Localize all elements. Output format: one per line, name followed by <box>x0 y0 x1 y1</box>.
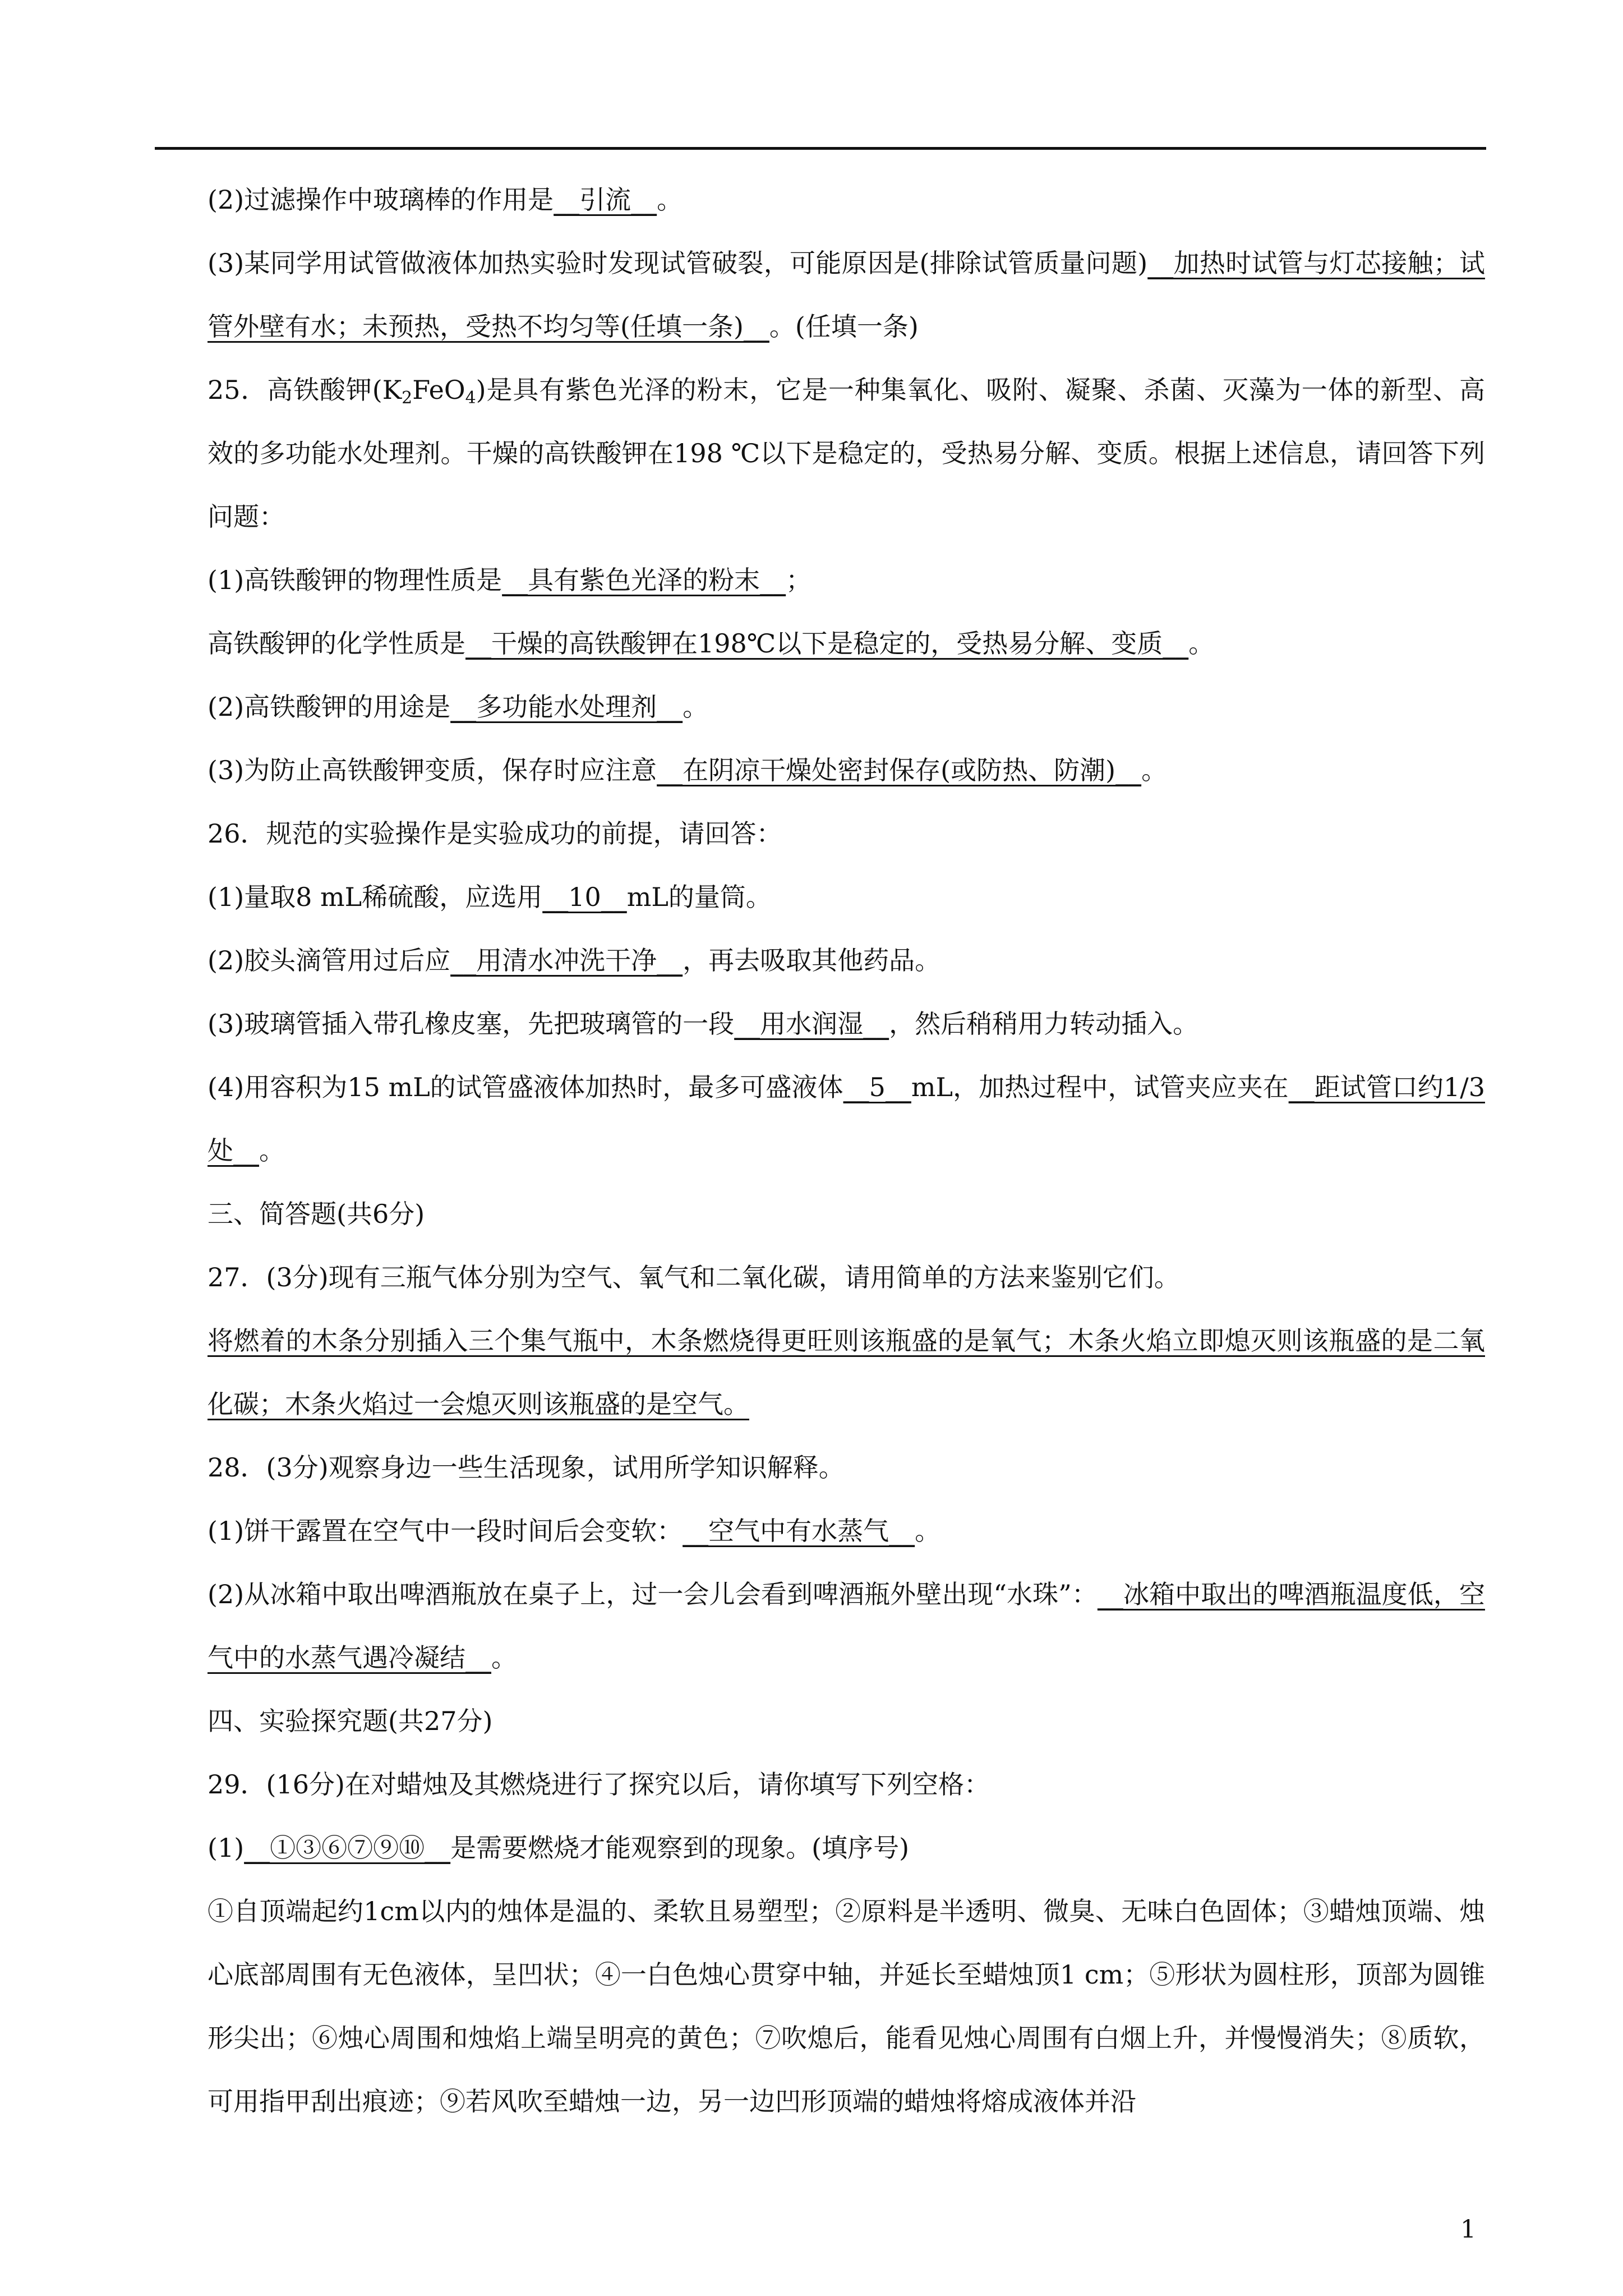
answer-blank: __空气中有水蒸气__ <box>683 1516 915 1546</box>
q29-options: ①自顶端起约1cm以内的烛体是温的、柔软且易塑型；②原料是半透明、微臭、无味白色固体；③蜡烛顶端、烛心底部周围有无色液体，呈凹状；④一白色烛心贯穿中轴，并延长至蜡烛顶1 cm；⑤形状为圆柱形，顶部为圆锥形尖出；⑥烛心周围和烛焰上端呈明亮的黄色；⑦吹熄后，能看见烛心周围有白烟上升，并慢慢消失；⑧质软，可用指甲刮出痕迹；⑨若风吹至蜡烛一边，另一边凹形顶端的蜡烛将熔成液体并沿 <box>208 1896 1485 2116</box>
answer-blank: 将燃着的木条分别插入三个集气瓶中，木条燃烧得更旺则该瓶盛的是氧气；木条火焰立即熄灭则该瓶盛的是二氧化碳；木条火焰过一会熄灭则该瓶盛的是空气。 <box>208 1326 1485 1419</box>
question-text: ，然后稍稍用力转动插入。 <box>889 1009 1199 1039</box>
q28-part1 <box>156 1499 1485 1563</box>
question-text: )是具有紫色光泽的粉末，它是一种集氧化、吸附、凝聚、杀菌、灭藻为一体的新型、高效的多功能水处理剂。干燥的高铁酸钾在198 ℃以下是稳定的，受热易分解、变质。根据上述信息，请回答下列问题： <box>208 375 1485 532</box>
q29-question: 29．(16分)在对蜡烛及其燃烧进行了探究以后，请你填写下列空格： <box>208 1769 990 1800</box>
q28-part2 <box>156 1563 1485 1690</box>
answer-blank: __用清水冲洗干净__ <box>450 945 683 976</box>
question-text: 是需要燃烧才能观察到的现象。(填序号) <box>450 1833 910 1863</box>
question-text: (2)从冰箱中取出啤酒瓶放在桌子上，过一会儿会看到啤酒瓶外壁出现“水珠”： <box>208 1579 1098 1609</box>
q25-part1-physical <box>156 549 1485 612</box>
q27-answer <box>156 1309 1485 1436</box>
question-text: (1)高铁酸钾的物理性质是 <box>208 565 502 595</box>
question-text: (2)高铁酸钾的用途是 <box>208 692 451 722</box>
q26-part4 <box>156 1056 1485 1182</box>
document-body <box>156 168 1485 2133</box>
subscript: 4 <box>465 388 476 408</box>
question-text: 高铁酸钾的化学性质是 <box>208 628 465 659</box>
page-number: 1 <box>1460 2215 1476 2244</box>
q24-part3 <box>156 232 1485 358</box>
q26-intro: 26．规范的实验操作是实验成功的前提，请回答： <box>208 818 782 849</box>
answer-blank: __距试管口约1/3处__ <box>208 1072 1486 1166</box>
q26-part1 <box>156 866 1485 929</box>
question-text: ； <box>786 565 812 595</box>
answer-blank: __干燥的高铁酸钾在198℃以下是稳定的，受热易分解、变质__ <box>465 628 1189 659</box>
answer-blank: __①③⑥⑦⑨⑩__ <box>244 1833 451 1863</box>
question-text: (1) <box>208 1833 245 1863</box>
question-text: FeO <box>412 375 465 405</box>
question-text: (3)某同学用试管做液体加热实验时发现试管破裂，可能原因是(排除试管质量问题) <box>208 248 1148 278</box>
question-text: mL，加热过程中，试管夹应夹在 <box>911 1072 1289 1102</box>
q25-part2 <box>156 675 1485 739</box>
subscript: 2 <box>402 388 413 408</box>
question-text: 。 <box>491 1642 517 1673</box>
section-heading-short-answer: 三、简答题(共6分) <box>208 1199 425 1229</box>
q25-part1-chemical <box>156 612 1485 675</box>
question-text: (1)量取8 mL稀硫酸，应选用 <box>208 882 543 912</box>
answer-blank: __加热时试管与灯芯接触；试管外壁有水；未预热，受热不均匀等(任填一条)__ <box>208 248 1486 342</box>
question-text: 。 <box>915 1516 941 1546</box>
q28-question: 28．(3分)观察身边一些生活现象，试用所学知识解释。 <box>208 1452 845 1483</box>
question-text: (1)饼干露置在空气中一段时间后会变软： <box>208 1516 683 1546</box>
answer-blank: __冰箱中取出的啤酒瓶温度低，空气中的水蒸气遇冷凝结__ <box>208 1579 1485 1673</box>
header-rule <box>155 147 1486 150</box>
question-text: (3)为防止高铁酸钾变质，保存时应注意 <box>208 755 657 785</box>
question-text: (2)过滤操作中玻璃棒的作用是 <box>208 185 554 215</box>
question-text: (4)用容积为15 mL的试管盛液体加热时，最多可盛液体 <box>208 1072 843 1102</box>
answer-blank: __具有紫色光泽的粉末__ <box>502 565 786 595</box>
question-text: 。 <box>657 185 683 215</box>
answer-blank: __在阴凉干燥处密封保存(或防热、防潮)__ <box>657 755 1142 785</box>
q27-question: 27．(3分)现有三瓶气体分别为空气、氧气和二氧化碳，请用简单的方法来鉴别它们。 <box>208 1262 1180 1292</box>
question-text: 。 <box>1141 755 1168 785</box>
question-text: (3)玻璃管插入带孔橡皮塞，先把玻璃管的一段 <box>208 1009 735 1039</box>
q25-part3 <box>156 739 1485 802</box>
question-text: mL的量筒。 <box>626 882 772 912</box>
question-text: 25．高铁酸钾(K <box>208 375 402 405</box>
q26-part2 <box>156 929 1485 992</box>
answer-blank: __10__ <box>542 882 627 912</box>
question-text: 。 <box>259 1135 285 1166</box>
q24-part2 <box>156 168 1485 232</box>
q25-intro <box>156 358 1485 549</box>
q29-part1 <box>156 1816 1485 1880</box>
question-text: 。 <box>1188 628 1215 659</box>
answer-blank: __引流__ <box>554 185 657 215</box>
question-text: (2)胶头滴管用过后应 <box>208 945 451 976</box>
answer-blank: __多功能水处理剂__ <box>450 692 683 722</box>
answer-blank: __用水润湿__ <box>734 1009 889 1039</box>
answer-blank: __5__ <box>843 1072 911 1102</box>
question-text: 。 <box>683 692 709 722</box>
section-heading-experiment: 四、实验探究题(共27分) <box>208 1706 493 1736</box>
q26-part3 <box>156 992 1485 1056</box>
question-text: ，再去吸取其他药品。 <box>683 945 941 976</box>
question-text: 。(任填一条) <box>769 311 919 342</box>
